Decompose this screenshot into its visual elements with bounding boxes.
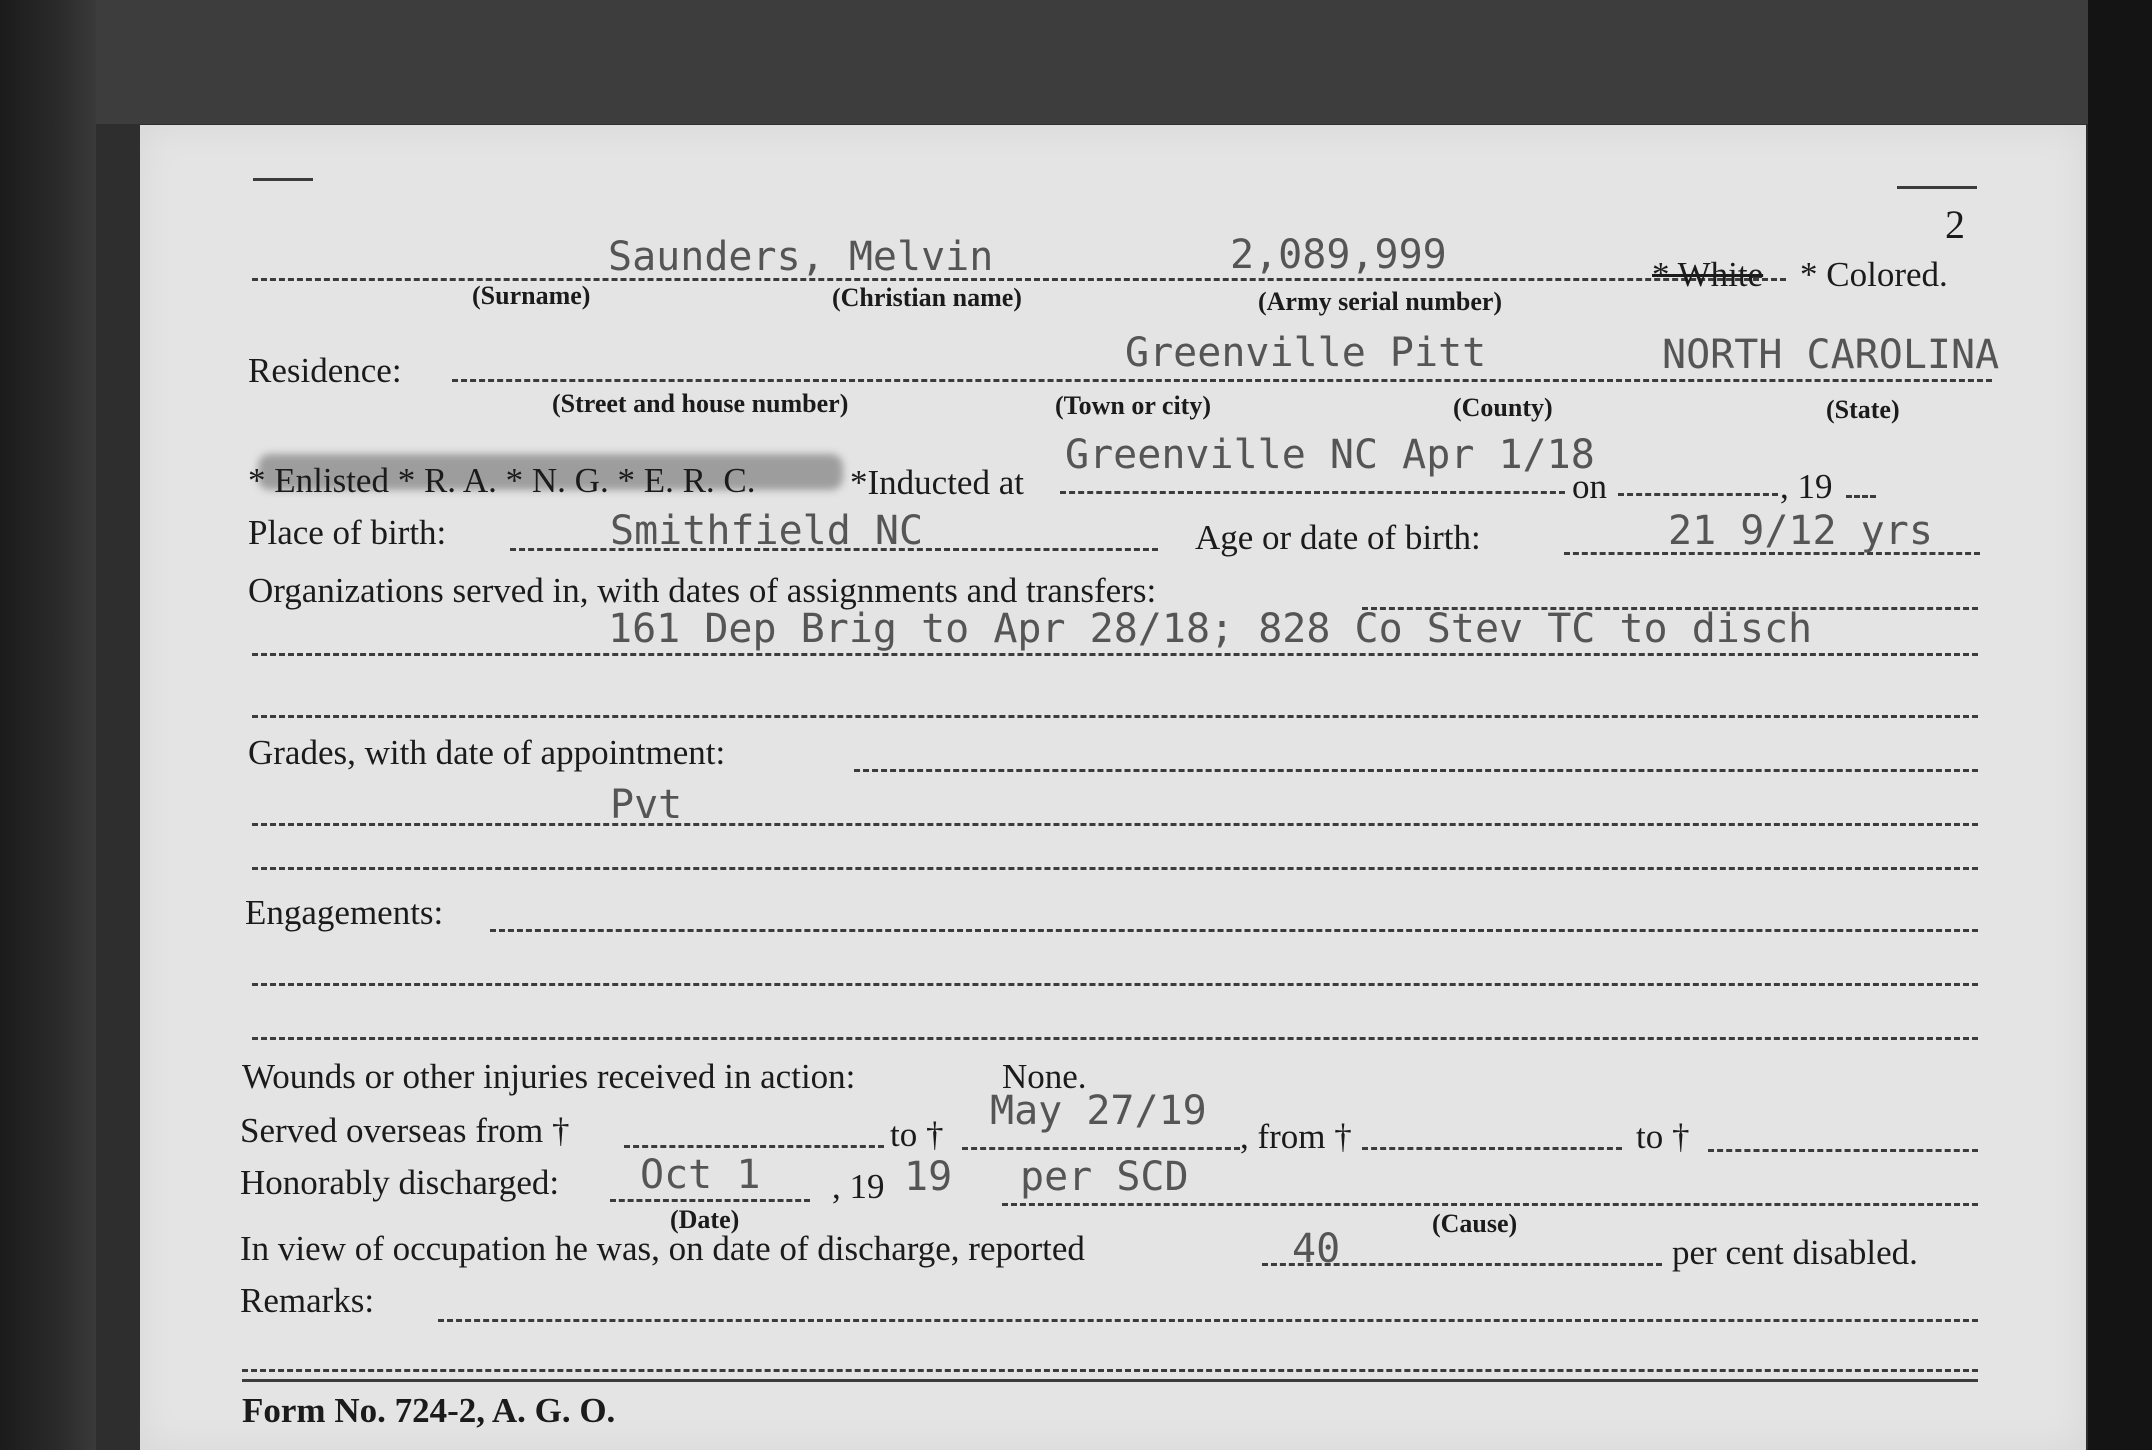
scanner-backdrop-right <box>2088 0 2152 1450</box>
state-caption: (State) <box>1826 395 1900 424</box>
place-of-birth-label: Place of birth: <box>248 513 447 552</box>
scanner-backdrop-top <box>96 0 2152 124</box>
page-number: 2 <box>1945 202 1965 247</box>
discharge-cause-value: per SCD <box>1020 1154 1189 1200</box>
disability-value: 40 <box>1292 1226 1341 1272</box>
organizations-line-2 <box>252 653 1978 656</box>
wounds-label: Wounds or other injuries received in action: <box>242 1057 856 1096</box>
overseas-to-line <box>962 1147 1240 1150</box>
engagements-line-2 <box>252 983 1978 986</box>
organizations-label: Organizations served in, with dates of assignments and transfers: <box>248 571 1157 610</box>
served-overseas-label: Served overseas from † <box>240 1111 570 1150</box>
disability-suffix: per cent disabled. <box>1672 1233 1918 1272</box>
residence-town-county-value: Greenville Pitt <box>1125 330 1487 376</box>
top-right-rule <box>1897 186 1977 189</box>
residence-label: Residence: <box>248 351 402 390</box>
wounds-value: None. <box>1002 1057 1087 1096</box>
christian-name-caption: (Christian name) <box>832 283 1022 312</box>
inducted-at-value: Greenville NC Apr 1/18 <box>1065 432 1595 478</box>
remarks-line-2 <box>242 1369 1978 1372</box>
overseas-from-line <box>624 1145 884 1148</box>
engagements-label: Engagements: <box>245 893 444 932</box>
street-caption: (Street and house number) <box>552 389 849 418</box>
serial-number-value: 2,089,999 <box>1230 232 1447 278</box>
grades-line-3 <box>252 867 1978 870</box>
name-value: Saunders, Melvin <box>608 234 994 280</box>
discharge-year-prefix: , 19 <box>832 1167 885 1206</box>
engagements-line-1 <box>490 929 1978 932</box>
race-white-option: * White <box>1652 255 1764 294</box>
grades-value: Pvt <box>610 782 683 828</box>
service-record-card <box>140 125 2086 1450</box>
serial-number-caption: (Army serial number) <box>1258 287 1503 316</box>
overseas-from2-line <box>1362 1147 1622 1150</box>
inducted-on-line <box>1618 493 1778 496</box>
discharge-date-line <box>610 1199 810 1202</box>
discharge-cause-caption: (Cause) <box>1432 1209 1518 1238</box>
inducted-at-label: *Inducted at <box>850 463 1024 502</box>
remarks-label: Remarks: <box>240 1281 375 1320</box>
surname-caption: (Surname) <box>472 281 591 310</box>
overseas-to-label: to † <box>890 1115 944 1154</box>
overseas-to-value: May 27/19 <box>990 1088 1207 1134</box>
organizations-value: 161 Dep Brig to Apr 28/18; 828 Co Stev TC to disch <box>608 606 1813 652</box>
remarks-line-1 <box>438 1319 1978 1322</box>
discharge-date-caption: (Date) <box>670 1205 740 1234</box>
disability-label: In view of occupation he was, on date of discharge, reported <box>240 1229 1085 1268</box>
overseas-from2-label: , from † <box>1240 1117 1352 1156</box>
inducted-year-label: , 19 <box>1780 467 1833 506</box>
age-label: Age or date of birth: <box>1195 518 1481 557</box>
county-caption: (County) <box>1453 393 1553 422</box>
remarks-line-3 <box>242 1379 1978 1382</box>
scanner-backdrop-left <box>0 0 96 1450</box>
enlistment-options: * Enlisted * R. A. * N. G. * E. R. C. <box>248 461 756 500</box>
form-number: Form No. 724-2, A. G. O. <box>242 1391 616 1430</box>
residence-state-value: NORTH CAROLINA <box>1662 332 2000 378</box>
overseas-to2-line <box>1708 1149 1978 1152</box>
inducted-year-line <box>1846 495 1876 498</box>
age-value: 21 9/12 yrs <box>1668 508 1933 554</box>
inducted-on-label: on <box>1572 467 1607 506</box>
race-colored-option: * Colored. <box>1800 255 1948 294</box>
discharge-label: Honorably discharged: <box>240 1163 560 1202</box>
discharge-year-value: 19 <box>904 1154 953 1200</box>
discharge-cause-line <box>1002 1203 1978 1206</box>
inducted-at-line <box>1060 491 1565 494</box>
town-caption: (Town or city) <box>1055 391 1211 420</box>
organizations-line-3 <box>252 715 1978 718</box>
engagements-line-3 <box>252 1037 1978 1040</box>
grades-line-2 <box>252 823 1978 826</box>
grades-label: Grades, with date of appointment: <box>248 733 726 772</box>
residence-line <box>452 379 1992 382</box>
grades-line-1 <box>854 769 1978 772</box>
overseas-to2-label: to † <box>1636 1117 1690 1156</box>
top-left-rule <box>253 178 313 181</box>
place-of-birth-value: Smithfield NC <box>610 508 924 554</box>
discharge-date-value: Oct 1 <box>640 1152 761 1198</box>
